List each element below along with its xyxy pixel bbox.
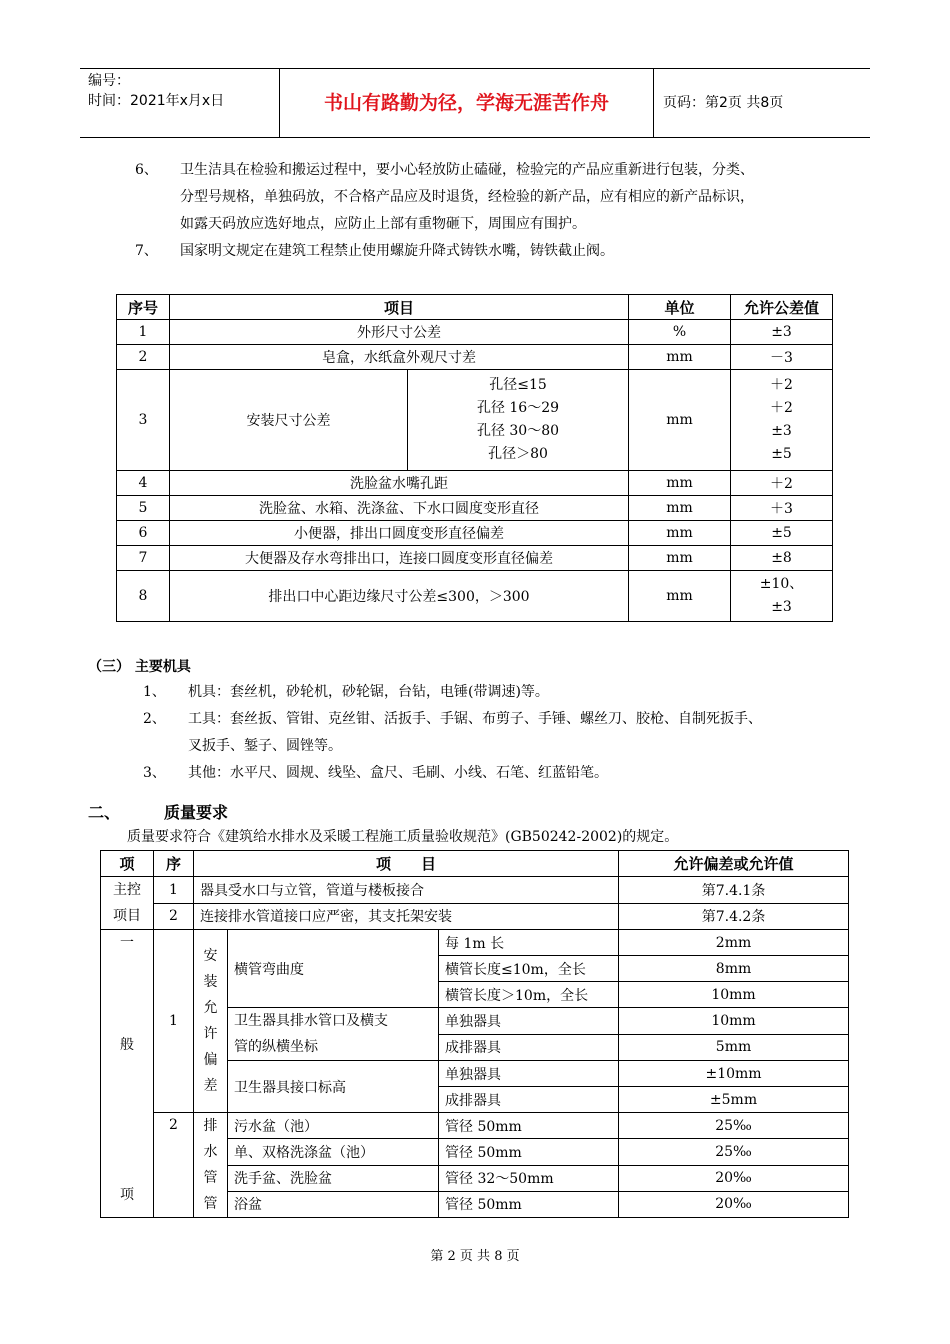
- tolerance-value: ＋2: [770, 400, 793, 416]
- row-tolerance: [731, 370, 833, 471]
- label-char: 排: [203, 1118, 218, 1134]
- label-char: 安: [203, 948, 218, 964]
- row-unit: %: [629, 320, 731, 345]
- row-value: 第7.4.2条: [619, 903, 849, 930]
- row-subitem: 管径 50mm: [439, 1139, 619, 1165]
- main-control-label: [101, 877, 154, 930]
- row-number: 2: [117, 345, 170, 370]
- table-row: [101, 930, 849, 956]
- header-motto: 书山有路勤为径，学海无涯苦作舟: [323, 92, 609, 114]
- list-item-text: 国家明文规定在建筑工程禁止使用螺旋升降式铸铁水嘴，铸铁截止阀。: [180, 243, 614, 259]
- tolerance-value: ±5: [771, 446, 792, 462]
- row-item: 安装尺寸公差: [170, 370, 408, 471]
- row-item: 排出口中心距边缘尺寸公差≤300，＞300: [170, 571, 629, 622]
- row-item: 连接排水管道接口应严密，其支托架安装: [194, 903, 619, 930]
- row-unit: mm: [629, 546, 731, 571]
- list-item-number: 3、: [143, 765, 166, 781]
- row-item: 单、双格洗涤盆（池）: [228, 1139, 439, 1165]
- label-char: 许: [203, 1026, 218, 1042]
- row-subitem: 成排器具: [439, 1034, 619, 1061]
- header-page-number: 页码：第2页 共8页: [663, 95, 784, 111]
- list-item-number: 1、: [143, 684, 166, 700]
- document-date-label: 时间：2021年x月x日: [88, 93, 225, 109]
- row-value: 2mm: [619, 930, 849, 956]
- row-tolerance: ±3: [731, 320, 833, 345]
- general-label: [101, 930, 154, 1218]
- row-number: 2: [154, 1113, 194, 1218]
- table-row: [117, 345, 833, 370]
- row-item: 卫生器具接口标高: [228, 1061, 439, 1113]
- row-item: 大便器及存水弯排出口，连接口圆度变形直径偏差: [170, 546, 629, 571]
- label-char: 装: [203, 974, 218, 990]
- header-cell: 项目: [170, 295, 629, 320]
- row-number: 6: [117, 521, 170, 546]
- row-value: 25‰: [619, 1113, 849, 1139]
- row-value: 第7.4.1条: [619, 877, 849, 904]
- label-line: 一: [120, 935, 134, 951]
- row-item: 小便器，排出口圆度变形直径偏差: [170, 521, 629, 546]
- tolerance-value: ±3: [771, 423, 792, 439]
- row-number: 4: [117, 471, 170, 496]
- row-subitems: [408, 370, 629, 471]
- document-number-label: 编号：: [88, 73, 130, 89]
- table-row: [117, 496, 833, 521]
- row-item: 洗手盆、洗脸盆: [228, 1165, 439, 1191]
- header-cell: 项 目: [194, 851, 619, 877]
- row-value: 10mm: [619, 1008, 849, 1035]
- header-divider: [653, 69, 654, 137]
- list-item-text: 机具：套丝机，砂轮机，砂轮锯，台钻，电锤(带调速)等。: [188, 684, 549, 700]
- section-heading-quality: 质量要求: [164, 803, 229, 822]
- row-item: 洗脸盆、水箱、洗涤盆、下水口圆度变形直径: [170, 496, 629, 521]
- row-subitem: 单独器具: [439, 1008, 619, 1035]
- row-subitem: 管径 32～50mm: [439, 1165, 619, 1191]
- tolerance-value: ±10、: [759, 576, 804, 592]
- row-unit: mm: [629, 370, 731, 471]
- label-line: 主控: [113, 882, 141, 898]
- subitem: 孔径 16～29: [476, 400, 560, 416]
- row-number: 1: [117, 320, 170, 345]
- page-header: [80, 68, 870, 138]
- quality-intro: 质量要求符合《建筑给水排水及采暖工程施工质量验收规范》(GB50242-2002)的规定。: [127, 829, 679, 845]
- row-value: ±5mm: [619, 1087, 849, 1113]
- list-item-text: 如露天码放应选好地点，应防止上部有重物砸下，周围应有围护。: [180, 216, 586, 232]
- row-value: 20‰: [619, 1191, 849, 1217]
- label-char: 管: [203, 1170, 218, 1186]
- row-subitem: 单独器具: [439, 1061, 619, 1087]
- table-row: [101, 1113, 849, 1139]
- row-subitem: 管径 50mm: [439, 1191, 619, 1217]
- row-item: 洗脸盆水嘴孔距: [170, 471, 629, 496]
- row-number: 7: [117, 546, 170, 571]
- row-value: 25‰: [619, 1139, 849, 1165]
- row-unit: mm: [629, 521, 731, 546]
- row-number: 5: [117, 496, 170, 521]
- subitem: 孔径≤15: [489, 377, 547, 393]
- row-unit: mm: [629, 471, 731, 496]
- row-item: 皂盒，水纸盒外观尺寸差: [170, 345, 629, 370]
- row-tolerance: [731, 571, 833, 622]
- row-value: 10mm: [619, 982, 849, 1008]
- row-number: 1: [154, 877, 194, 904]
- table-row: [101, 877, 849, 904]
- row-tolerance: ＋2: [731, 471, 833, 496]
- row-item: 横管弯曲度: [228, 930, 439, 1008]
- subitem: 孔径＞80: [488, 446, 548, 462]
- header-cell: 允许偏差或允许值: [619, 851, 849, 877]
- row-unit: mm: [629, 345, 731, 370]
- item-line: 管的纵横坐标: [234, 1039, 318, 1055]
- row-tolerance: －3: [731, 345, 833, 370]
- header-cell: 项: [101, 851, 154, 877]
- row-number: 1: [154, 930, 194, 1113]
- row-tolerance: ＋3: [731, 496, 833, 521]
- row-item: 污水盆（池）: [228, 1113, 439, 1139]
- table-row: [117, 521, 833, 546]
- row-subitem: 管径 50mm: [439, 1113, 619, 1139]
- group-vertical-label: [194, 930, 228, 1113]
- label-char: 管: [203, 1196, 218, 1212]
- tolerance-value: ＋2: [770, 377, 793, 393]
- row-value: 8mm: [619, 956, 849, 982]
- label-char: 允: [203, 1000, 218, 1016]
- row-item: 浴盆: [228, 1191, 439, 1217]
- header-cell: 序: [154, 851, 194, 877]
- row-tolerance: ±8: [731, 546, 833, 571]
- list-item-number: 6、: [135, 162, 158, 178]
- row-value: 20‰: [619, 1165, 849, 1191]
- list-item-text: 分型号规格，单独码放，不合格产品应及时退货，经检验的新产品，应有相应的新产品标识，: [180, 189, 754, 205]
- tolerance-value: ±3: [771, 599, 792, 615]
- list-item-text: 卫生洁具在检验和搬运过程中，要小心轻放防止磕碰，检验完的产品应重新进行包装，分类、: [180, 162, 754, 178]
- label-line: 项: [120, 1187, 134, 1203]
- row-item: [228, 1008, 439, 1061]
- label-char: 偏: [203, 1052, 218, 1068]
- list-item-text: 工具：套丝扳、管钳、克丝钳、活扳手、手锯、布剪子、手锤、螺丝刀、胶枪、自制死扳手、: [188, 711, 762, 727]
- table-header-row: [117, 295, 833, 320]
- item-line: 卫生器具排水管口及横支: [234, 1013, 388, 1029]
- table-row: [117, 471, 833, 496]
- subitem: 孔径 30～80: [476, 423, 560, 439]
- row-value: 5mm: [619, 1034, 849, 1061]
- row-item: 外形尺寸公差: [170, 320, 629, 345]
- label-char: 差: [203, 1078, 218, 1094]
- quality-table: [100, 850, 849, 1218]
- list-item-number: 2、: [143, 711, 166, 727]
- tolerance-table: [116, 294, 833, 622]
- row-subitem: 横管长度＞10m，全长: [439, 982, 619, 1008]
- header-cell: 单位: [629, 295, 731, 320]
- table-row: [117, 571, 833, 622]
- row-item: 器具受水口与立管，管道与楼板接合: [194, 877, 619, 904]
- row-number: 2: [154, 903, 194, 930]
- row-subitem: 成排器具: [439, 1087, 619, 1113]
- table-row: [101, 903, 849, 930]
- section-number: 二、: [88, 803, 121, 822]
- row-number: 8: [117, 571, 170, 622]
- table-header-row: [101, 851, 849, 877]
- table-row: [117, 370, 833, 471]
- label-line: 般: [120, 1037, 134, 1053]
- row-subitem: 每 1m 长: [439, 930, 619, 956]
- header-cell: 序号: [117, 295, 170, 320]
- group-vertical-label: [194, 1113, 228, 1218]
- row-tolerance: ±5: [731, 521, 833, 546]
- row-value: ±10mm: [619, 1061, 849, 1087]
- list-item-number: 7、: [135, 243, 158, 259]
- row-number: 3: [117, 370, 170, 471]
- header-left: [88, 71, 224, 111]
- list-item-text: 叉扳手、錾子、圆锉等。: [188, 738, 342, 754]
- row-subitem: 横管长度≤10m，全长: [439, 956, 619, 982]
- label-char: 水: [203, 1144, 218, 1160]
- label-line: 项目: [113, 908, 141, 924]
- page-footer: 第 2 页 共 8 页: [430, 1249, 520, 1264]
- header-cell: 允许公差值: [731, 295, 833, 320]
- table-row: [117, 546, 833, 571]
- row-unit: mm: [629, 496, 731, 521]
- section-heading-tools: （三） 主要机具: [88, 659, 191, 675]
- list-item-text: 其他：水平尺、圆规、线坠、盒尺、毛刷、小线、石笔、红蓝铅笔。: [188, 765, 608, 781]
- table-row: [117, 320, 833, 345]
- row-unit: mm: [629, 571, 731, 622]
